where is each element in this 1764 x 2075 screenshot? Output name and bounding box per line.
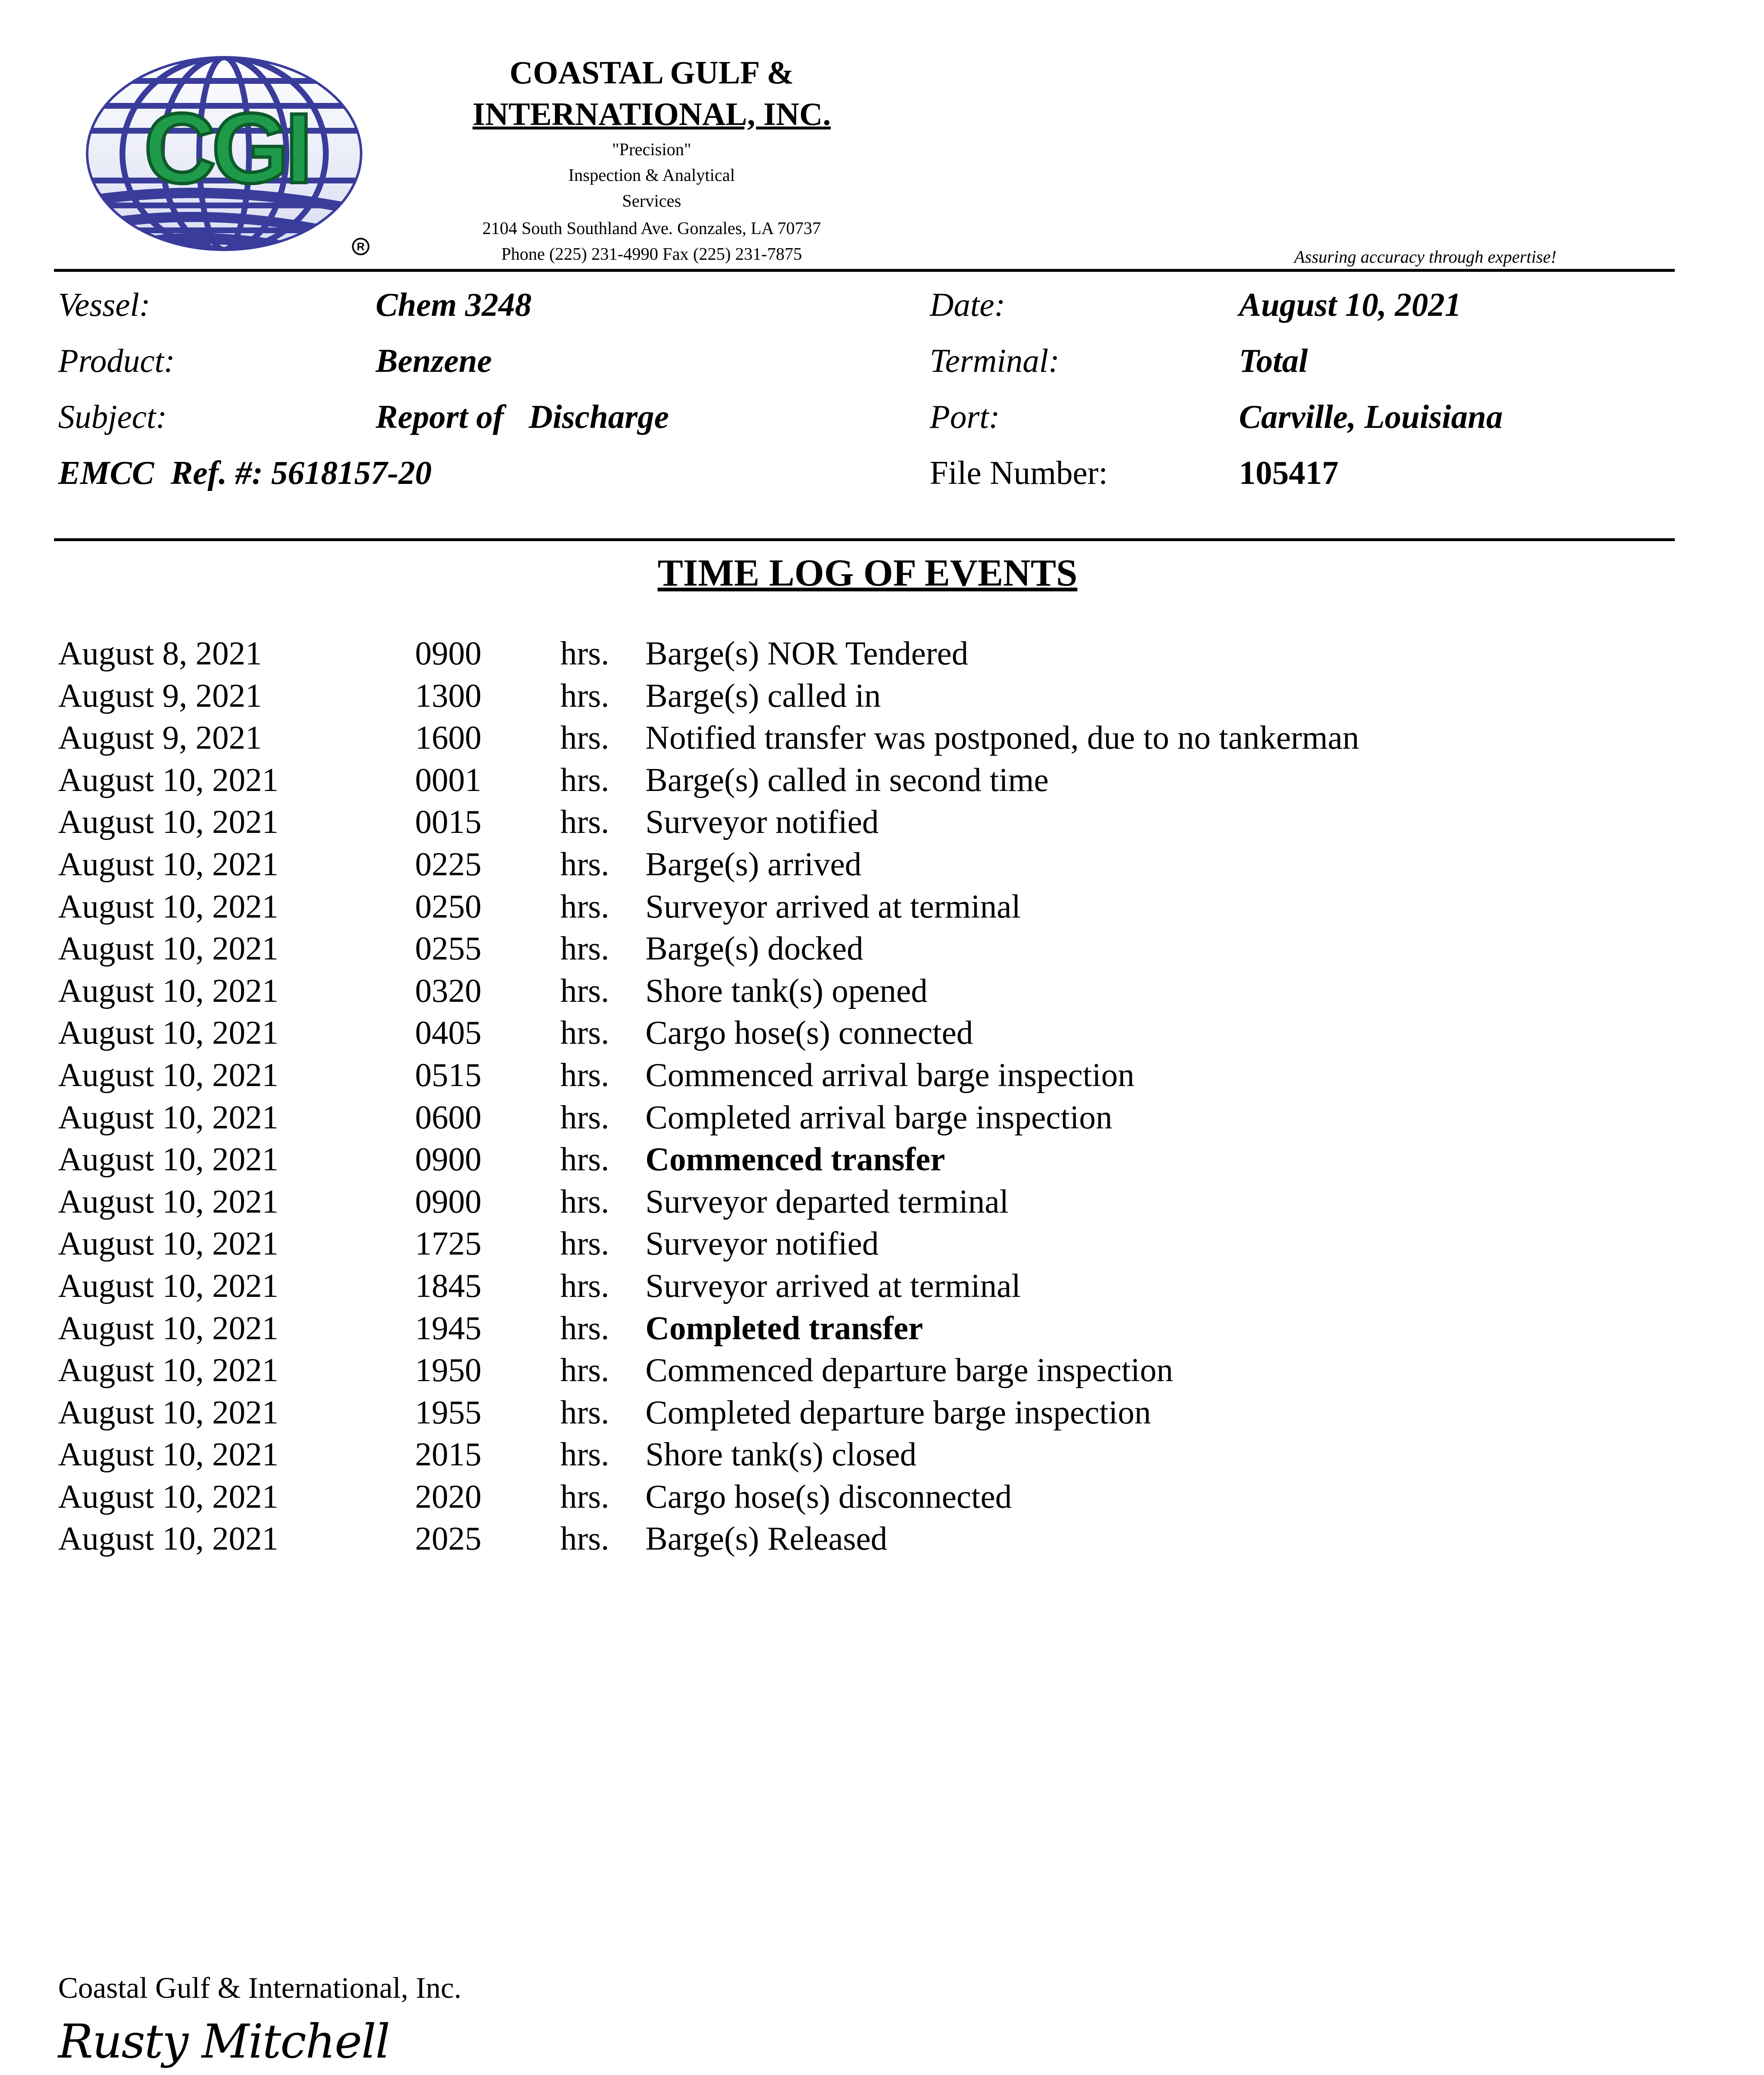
company-address: 2104 South Southland Ave. Gonzales, LA 70737: [482, 219, 821, 238]
log-event: Barge(s) NOR Tendered: [645, 635, 968, 672]
log-time: 0320: [415, 972, 481, 1009]
company-slogan: Assuring accuracy through expertise!: [1294, 248, 1556, 267]
time-log-table: [0, 633, 1764, 1560]
log-time: 1725: [415, 1225, 481, 1262]
log-date: August 10, 2021: [58, 1310, 279, 1347]
registered-mark-icon: [351, 237, 371, 256]
log-row: [0, 1434, 1764, 1476]
log-row: [0, 1476, 1764, 1518]
file-number-value: 105417: [1239, 455, 1339, 491]
port-label: Port:: [930, 399, 1000, 435]
log-event: Barge(s) arrived: [645, 846, 862, 883]
log-unit: hrs.: [560, 1521, 609, 1557]
log-event: Surveyor arrived at terminal: [645, 888, 1021, 925]
log-row: [0, 886, 1764, 928]
log-date: August 10, 2021: [58, 1436, 279, 1473]
log-time: 1955: [415, 1394, 481, 1431]
log-time: 1845: [415, 1267, 481, 1304]
info-divider: [54, 538, 1675, 541]
terminal-value: Total: [1239, 343, 1308, 379]
log-time: 1300: [415, 677, 481, 714]
log-event: Barge(s) called in second time: [645, 762, 1049, 798]
product-value: Benzene: [376, 343, 492, 379]
file-number-label: File Number:: [930, 455, 1108, 491]
log-event: Surveyor arrived at terminal: [645, 1267, 1021, 1304]
log-time: 0405: [415, 1015, 481, 1052]
log-date: August 10, 2021: [58, 1015, 279, 1052]
log-row: [0, 1265, 1764, 1308]
log-row: [0, 1518, 1764, 1560]
log-unit: hrs.: [560, 972, 609, 1009]
log-event: Completed departure barge inspection: [645, 1394, 1151, 1431]
log-row: [0, 1012, 1764, 1055]
log-date: August 10, 2021: [58, 972, 279, 1009]
log-unit: hrs.: [560, 1352, 609, 1389]
date-label: Date:: [930, 287, 1006, 323]
log-date: August 10, 2021: [58, 1478, 279, 1515]
log-row: [0, 1181, 1764, 1223]
log-event: Barge(s) Released: [645, 1521, 887, 1557]
log-date: August 10, 2021: [58, 846, 279, 883]
subject-value: Report of Discharge: [376, 399, 669, 435]
log-date: August 10, 2021: [58, 804, 279, 841]
log-date: August 10, 2021: [58, 1267, 279, 1304]
log-unit: hrs.: [560, 1436, 609, 1473]
log-row: [0, 717, 1764, 759]
log-event: Shore tank(s) opened: [645, 972, 928, 1009]
log-date: August 10, 2021: [58, 1521, 279, 1557]
logo-text: CGI: [144, 93, 309, 204]
log-date: August 10, 2021: [58, 1352, 279, 1389]
log-time: 1950: [415, 1352, 481, 1389]
log-date: August 10, 2021: [58, 1225, 279, 1262]
signature: Rusty Mitchell: [58, 2015, 390, 2069]
log-event: Surveyor notified: [645, 1225, 879, 1262]
tagline-line3: Services: [622, 192, 682, 211]
log-row: [0, 1097, 1764, 1139]
cgi-logo: [83, 52, 365, 259]
log-time: 0900: [415, 1141, 481, 1178]
product-label: Product:: [58, 343, 175, 379]
log-time: 2025: [415, 1521, 481, 1557]
log-unit: hrs.: [560, 677, 609, 714]
tagline-line2: Inspection & Analytical: [568, 166, 735, 185]
log-row: [0, 1392, 1764, 1434]
page-title: TIME LOG OF EVENTS: [657, 552, 1077, 594]
log-event: Commenced arrival barge inspection: [645, 1057, 1135, 1094]
log-date: August 10, 2021: [58, 1394, 279, 1431]
log-event: Barge(s) called in: [645, 677, 881, 714]
log-date: August 10, 2021: [58, 1099, 279, 1136]
log-event: Shore tank(s) closed: [645, 1436, 917, 1473]
log-unit: hrs.: [560, 888, 609, 925]
port-value: Carville, Louisiana: [1239, 399, 1503, 435]
log-time: 0001: [415, 762, 481, 798]
log-row: [0, 633, 1764, 675]
log-time: 0600: [415, 1099, 481, 1136]
log-date: August 9, 2021: [58, 677, 262, 714]
svg-text:R: R: [357, 240, 365, 253]
log-row: [0, 1055, 1764, 1097]
log-row: [0, 1139, 1764, 1181]
log-time: 0015: [415, 804, 481, 841]
company-name-line1: COASTAL GULF &: [509, 54, 794, 90]
log-row: [0, 801, 1764, 844]
log-date: August 10, 2021: [58, 888, 279, 925]
log-event: Cargo hose(s) disconnected: [645, 1478, 1012, 1515]
log-unit: hrs.: [560, 1183, 609, 1220]
log-row: [0, 675, 1764, 718]
log-unit: hrs.: [560, 762, 609, 798]
log-unit: hrs.: [560, 635, 609, 672]
log-time: 1945: [415, 1310, 481, 1347]
log-unit: hrs.: [560, 1015, 609, 1052]
emcc-reference: EMCC Ref. #: 5618157-20: [58, 455, 432, 491]
log-row: [0, 1223, 1764, 1265]
log-time: 1600: [415, 720, 481, 757]
log-unit: hrs.: [560, 804, 609, 841]
log-unit: hrs.: [560, 1394, 609, 1431]
log-row: [0, 759, 1764, 802]
log-unit: hrs.: [560, 1141, 609, 1178]
log-date: August 10, 2021: [58, 930, 279, 967]
log-event: Surveyor notified: [645, 804, 879, 841]
company-name-line2: INTERNATIONAL, INC.: [472, 96, 831, 132]
log-date: August 8, 2021: [58, 635, 262, 672]
log-event: Completed arrival barge inspection: [645, 1099, 1112, 1136]
log-event: Cargo hose(s) connected: [645, 1015, 973, 1052]
vessel-label: Vessel:: [58, 287, 151, 323]
log-row: [0, 928, 1764, 970]
log-unit: hrs.: [560, 1310, 609, 1347]
log-unit: hrs.: [560, 1099, 609, 1136]
log-row: [0, 970, 1764, 1013]
vessel-value: Chem 3248: [376, 287, 532, 323]
log-event: Commenced transfer: [645, 1141, 945, 1178]
log-event: Commenced departure barge inspection: [645, 1352, 1173, 1389]
log-time: 2020: [415, 1478, 481, 1515]
log-row: [0, 1308, 1764, 1350]
log-unit: hrs.: [560, 846, 609, 883]
log-row: [0, 844, 1764, 886]
log-event: Surveyor departed terminal: [645, 1183, 1009, 1220]
log-unit: hrs.: [560, 930, 609, 967]
log-unit: hrs.: [560, 1478, 609, 1515]
log-time: 2015: [415, 1436, 481, 1473]
log-unit: hrs.: [560, 1057, 609, 1094]
subject-label: Subject:: [58, 399, 167, 435]
log-unit: hrs.: [560, 1267, 609, 1304]
log-date: August 10, 2021: [58, 1141, 279, 1178]
footer-company: Coastal Gulf & International, Inc.: [58, 1971, 462, 2004]
log-event: Completed transfer: [645, 1310, 923, 1347]
log-time: 0255: [415, 930, 481, 967]
log-date: August 10, 2021: [58, 762, 279, 798]
log-time: 0515: [415, 1057, 481, 1094]
log-unit: hrs.: [560, 720, 609, 757]
header-divider: [54, 269, 1675, 272]
company-phone: Phone (225) 231-4990 Fax (225) 231-7875: [501, 245, 802, 264]
log-event: Barge(s) docked: [645, 930, 863, 967]
terminal-label: Terminal:: [930, 343, 1060, 379]
log-unit: hrs.: [560, 1225, 609, 1262]
log-time: 0250: [415, 888, 481, 925]
log-date: August 10, 2021: [58, 1057, 279, 1094]
log-row: [0, 1350, 1764, 1392]
log-event: Notified transfer was postponed, due to no tankerman: [645, 720, 1359, 757]
log-time: 0225: [415, 846, 481, 883]
date-value: August 10, 2021: [1239, 287, 1461, 323]
log-date: August 9, 2021: [58, 720, 262, 757]
log-time: 0900: [415, 1183, 481, 1220]
log-date: August 10, 2021: [58, 1183, 279, 1220]
tagline-line1: "Precision": [612, 140, 691, 159]
log-time: 0900: [415, 635, 481, 672]
